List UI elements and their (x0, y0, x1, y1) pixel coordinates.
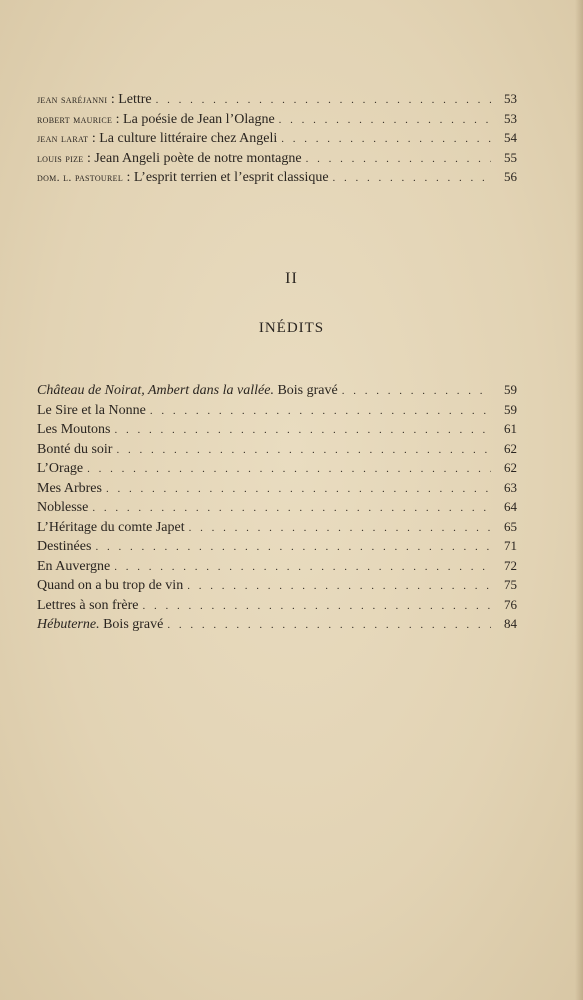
entry-text (37, 479, 102, 499)
entry-text (37, 440, 112, 460)
entry-author: jean larat (37, 131, 89, 145)
entry-page-number: 76 (504, 596, 517, 612)
entry-text (37, 459, 83, 479)
entry-author: dom. l. pastourel (37, 170, 124, 184)
entry-page-number: 84 (504, 616, 517, 631)
entry-text (37, 557, 110, 577)
entry-text (37, 110, 275, 130)
entry-page-number: 53 (504, 91, 517, 106)
dot-leader (95, 538, 491, 558)
entry-title: Mes Arbres (37, 480, 102, 496)
toc-entry (37, 439, 517, 459)
entry-page-number: 63 (504, 479, 517, 495)
entry-page-number: 65 (504, 518, 517, 534)
toc-entry (37, 575, 517, 595)
entry-text (37, 596, 138, 616)
dot-leader (116, 441, 491, 461)
toc-entry (37, 458, 517, 478)
toc-entry (37, 167, 517, 187)
entry-title: L’Orage (37, 461, 84, 476)
entry-page-number: 75 (504, 577, 517, 592)
dot-leader (167, 616, 491, 636)
toc-entry (37, 517, 517, 537)
entry-title: En Auvergne (37, 558, 111, 574)
entry-title: : La culture littéraire chez Angeli (88, 131, 278, 146)
entry-text (37, 537, 91, 557)
toc-entry (37, 109, 517, 129)
dot-leader (150, 402, 491, 422)
dot-leader (115, 421, 492, 441)
toc-inedits-list (37, 380, 517, 634)
entry-author: louis pize (37, 150, 84, 165)
entry-title: Bonté du soir (37, 441, 113, 457)
entry-title: : L’esprit terrien et l’esprit classique (123, 170, 329, 185)
entry-title: Le Sire et la Nonne (37, 402, 146, 418)
dot-leader (306, 150, 491, 170)
entry-title: Quand on a bu trop de vin (37, 578, 184, 593)
toc-entry (37, 128, 517, 148)
toc-entry (37, 400, 517, 420)
entry-text (37, 168, 329, 188)
entry-title: : La poésie de Jean l’Olagne (112, 111, 275, 127)
dot-leader (114, 558, 491, 578)
entry-page-number: 62 (504, 460, 517, 475)
dot-leader (189, 519, 491, 539)
entry-title: Bois gravé (99, 617, 164, 632)
dot-leader (333, 169, 491, 189)
entry-text (37, 576, 183, 596)
dot-leader (87, 460, 491, 480)
dot-leader (281, 130, 491, 150)
entry-title: Lettres à son frère (37, 597, 139, 613)
entry-title: Bois gravé (273, 383, 338, 398)
toc-contributions-list (37, 89, 517, 187)
toc-entry (37, 556, 517, 576)
entry-page-number: 53 (504, 110, 517, 126)
toc-entry (37, 148, 517, 168)
entry-page-number: 55 (504, 149, 517, 165)
toc-entry (37, 89, 517, 109)
entry-title: : Lettre (107, 92, 152, 107)
entry-text (37, 615, 163, 635)
entry-page-number: 56 (504, 169, 517, 184)
toc-entry (37, 497, 517, 517)
entry-italic-title: Hébuterne. (37, 617, 100, 632)
entry-title: Les Moutons (37, 422, 111, 437)
dot-leader (342, 382, 491, 402)
entry-author: robert maurice (37, 111, 113, 126)
entry-page-number: 64 (504, 499, 517, 514)
toc-entry (37, 380, 517, 400)
entry-title: : Jean Angeli poète de notre montagne (83, 150, 302, 166)
entry-page-number: 61 (504, 421, 517, 436)
entry-page-number: 59 (504, 382, 517, 397)
entry-text (37, 149, 302, 169)
dot-leader (279, 111, 491, 131)
entry-page-number: 59 (504, 401, 517, 417)
entry-text (37, 129, 277, 149)
toc-entry (37, 614, 517, 634)
toc-entry (37, 536, 517, 556)
toc-entry (37, 595, 517, 615)
entry-text (37, 401, 146, 421)
dot-leader (92, 499, 491, 519)
section-numeral: II (285, 270, 298, 287)
dot-leader (142, 597, 491, 617)
entry-text (37, 90, 152, 110)
section-title: INÉDITS (258, 320, 325, 336)
entry-title: Noblesse (37, 500, 89, 515)
entry-title: Destinées (37, 539, 92, 554)
entry-page-number: 54 (504, 130, 517, 145)
entry-page-number: 71 (504, 538, 517, 553)
dot-leader (106, 480, 491, 500)
entry-page-number: 62 (504, 440, 517, 456)
toc-entry (37, 419, 517, 439)
dot-leader (156, 91, 491, 111)
entry-italic-title: Château de Noirat, Ambert dans la vallée. (37, 383, 274, 398)
entry-author: jean saréjanni (37, 92, 108, 106)
entry-text (37, 381, 338, 401)
page-edge-shadow (575, 0, 583, 1000)
entry-text (37, 518, 185, 538)
entry-text (37, 498, 88, 518)
entry-page-number: 72 (504, 557, 517, 573)
entry-title: L’Héritage du comte Japet (37, 519, 185, 535)
entry-text (37, 420, 111, 440)
dot-leader (187, 577, 491, 597)
toc-entry (37, 478, 517, 498)
